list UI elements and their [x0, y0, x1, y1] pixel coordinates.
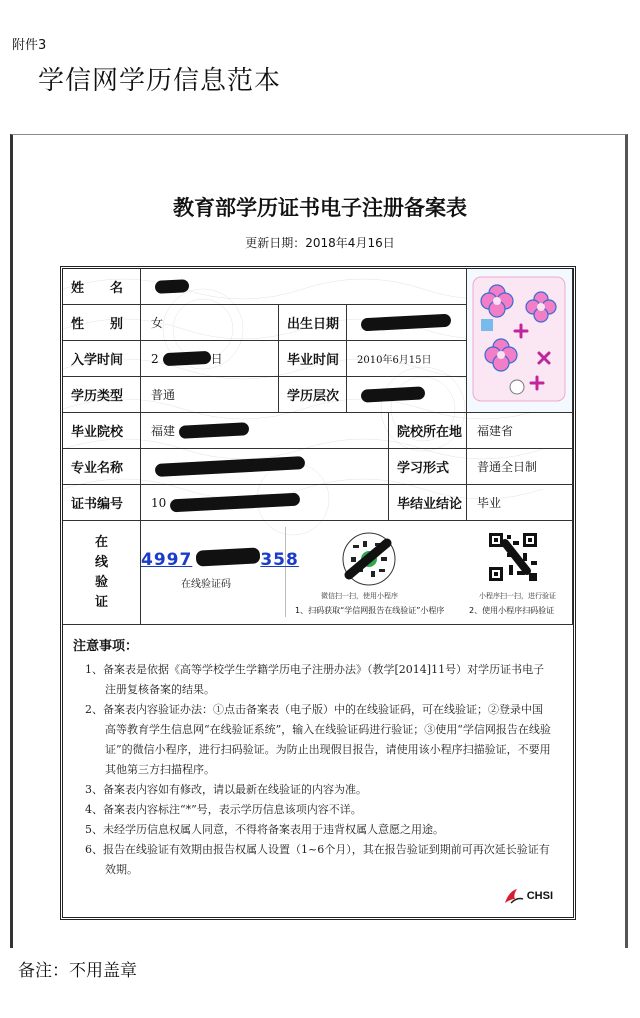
update-date: 更新日期：2018年4月16日 — [245, 236, 395, 250]
enroll-date-partial: 2 — [151, 351, 159, 366]
registration-form — [60, 266, 576, 920]
chsi-logo-icon — [503, 887, 525, 905]
cert-number-label: 证书编号 — [63, 485, 141, 521]
conclusion-label: 毕结业结论 — [389, 485, 467, 521]
note-item: 6、报告在线验证有效期由报告权属人设置（1~6个月），其在报告验证到期前可再次延长验证有效期。 — [85, 843, 550, 876]
birth-date-value — [347, 305, 467, 341]
study-form-value: 普通全日制 — [467, 449, 573, 485]
document-title: 学信网学历信息范本 — [38, 66, 282, 96]
redaction-mark — [361, 314, 452, 332]
birth-date-label: 出生日期 — [279, 305, 347, 341]
edu-type-value: 普通 — [141, 377, 279, 413]
student-photo — [467, 269, 573, 413]
chsi-logo-text: CHSI — [526, 890, 553, 902]
school-location-label: 院校所在地 — [389, 413, 467, 449]
gender-label: 性 别 — [63, 305, 141, 341]
verify-char: 在 — [94, 534, 108, 550]
footer-note: 备注：不用盖章 — [18, 961, 137, 981]
name-value — [141, 269, 467, 305]
verify-char: 验 — [94, 574, 108, 590]
redaction-mark — [196, 547, 261, 566]
verify-char: 证 — [94, 594, 108, 610]
redaction-mark — [170, 493, 301, 513]
note-item: 1、备案表是依据《高等学校学生学籍学历电子注册办法》（教学[2014]11号）对学历证书电子注册复核备案的结果。 — [85, 663, 545, 696]
verify-qr-code-icon[interactable] — [487, 531, 539, 583]
edu-level-label: 学历层次 — [279, 377, 347, 413]
enroll-date-label: 入学时间 — [63, 341, 141, 377]
grad-date-label: 毕业时间 — [279, 341, 347, 377]
edu-level-value — [347, 377, 467, 413]
redaction-mark — [162, 351, 211, 366]
major-value — [141, 449, 389, 485]
note-item: 5、未经学历信息权属人同意，不得将备案表用于违背权属人意愿之用途。 — [85, 823, 444, 836]
notes-section — [73, 635, 553, 880]
verify-code-note: 在线验证码 — [181, 579, 231, 590]
grad-date-value — [347, 341, 467, 377]
study-form-label: 学习形式 — [389, 449, 467, 485]
conclusion-value: 毕业 — [467, 485, 573, 521]
major-label: 专业名称 — [63, 449, 141, 485]
gender-value: 女 — [141, 305, 279, 341]
form-main-title: 教育部学历证书电子注册备案表 — [173, 195, 467, 220]
redaction-mark — [361, 386, 426, 402]
qr1-caption: 1、扫码获取“学信网报告在线验证”小程序 — [295, 606, 445, 615]
qr2-caption: 2、使用小程序扫码验证 — [469, 606, 555, 615]
redaction-mark — [179, 422, 250, 439]
redaction-mark — [155, 456, 305, 477]
mini-program-qr-icon[interactable] — [341, 531, 397, 587]
cert-number-value — [141, 485, 389, 521]
attachment-label: 附件3 — [12, 38, 47, 53]
school-label: 毕业院校 — [63, 413, 141, 449]
qr2-hint: 小程序扫一扫，进行验证 — [479, 592, 556, 600]
verify-code-tail: 358 — [260, 550, 299, 570]
verify-code-link[interactable] — [141, 549, 299, 570]
note-item: 3、备案表内容如有修改，请以最新在线验证的内容为准。 — [85, 783, 367, 796]
enroll-date-suffix: 日 — [210, 352, 223, 366]
grad-date-partial: 2010年6月15日 — [357, 355, 432, 366]
edu-type-label: 学历类型 — [63, 377, 141, 413]
school-partial: 福建 — [151, 424, 176, 438]
enroll-date-value — [141, 341, 279, 377]
verify-code-partial: 4997 — [141, 550, 193, 570]
note-item: 4、备案表内容标注“*”号，表示学历信息该项内容不详。 — [85, 803, 362, 816]
photo-placeholder-icon — [467, 269, 571, 411]
school-location-value: 福建省 — [467, 413, 573, 449]
note-item: 2、备案表内容验证办法：①点击备案表（电子版）中的在线验证码，可在线验证；②登录中国高等教育学生信息网“在线验证系统”，输入在线验证码进行验证；③使用“学信网报告在线验证”的微信小程序，进行扫码验证。为防止出现假目报告，请使用该小程序扫描验证，不要用其他第三方扫描程序。 — [85, 703, 551, 776]
school-value — [141, 413, 389, 449]
verify-char: 线 — [94, 554, 108, 570]
chsi-logo — [503, 887, 553, 905]
cert-partial: 10 — [151, 495, 167, 510]
notes-heading: 注意事项： — [73, 639, 139, 654]
qr1-hint: 微信扫一扫，使用小程序 — [321, 592, 398, 600]
redaction-mark — [155, 279, 190, 294]
name-label: 姓 名 — [63, 269, 141, 305]
online-verify-label — [63, 521, 141, 625]
